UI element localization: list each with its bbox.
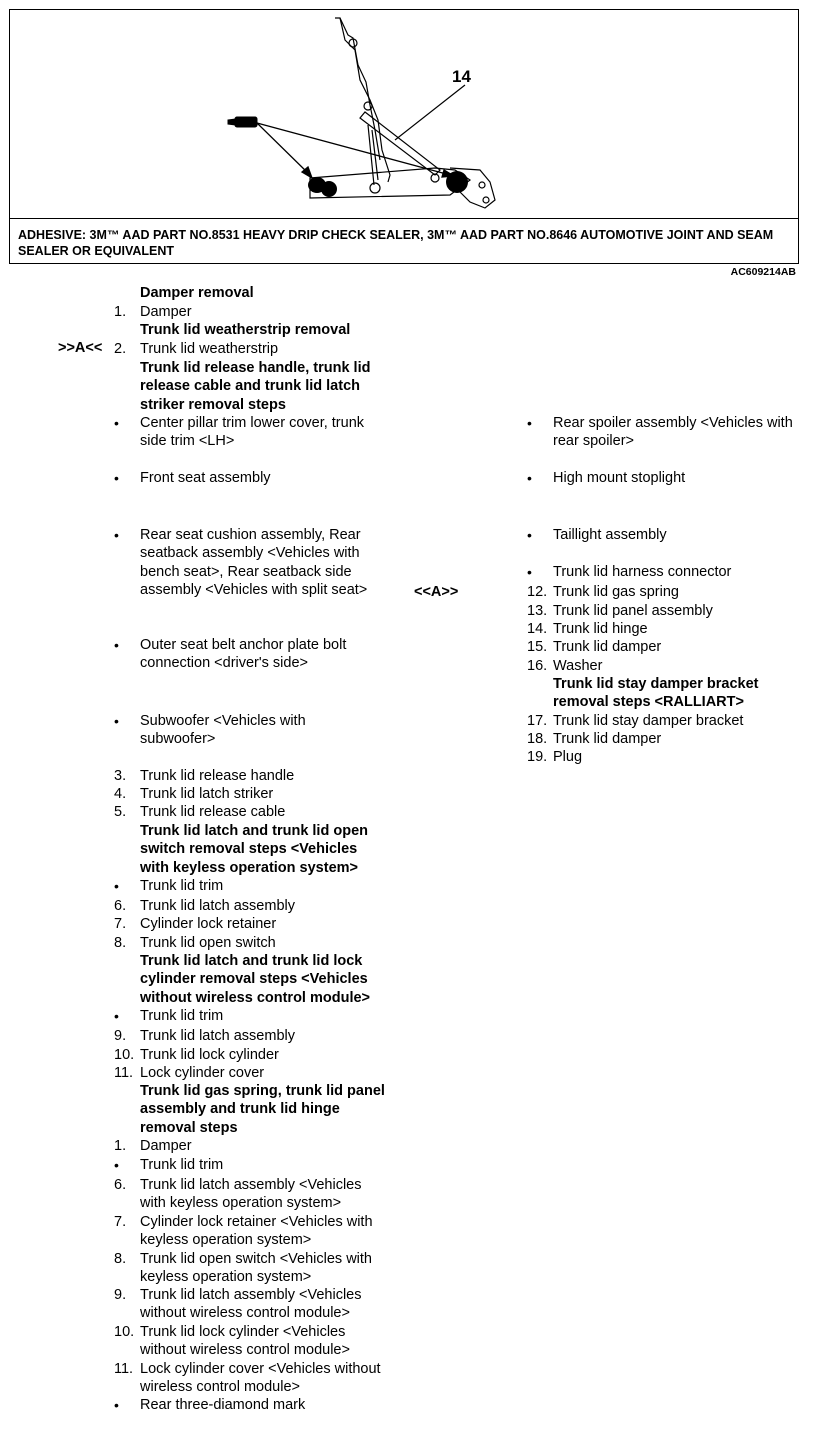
- adhesive-caption: ADHESIVE: 3M™ AAD PART NO.8531 HEAVY DRIP CHECK SEALER, 3M™ AAD PART NO.8646 AUTOMOTIVE JOINT AND SEAM SEALER OR EQUIVALENT: [10, 218, 798, 264]
- bullet-icon: [114, 1396, 119, 1415]
- trunk-lid-hinge-drawing: [10, 10, 800, 218]
- bullet-icon: [114, 636, 119, 655]
- reference-mark-a: <<A>>: [414, 584, 459, 600]
- heading-ralliart-steps: Trunk lid stay damper bracket removal steps <RALLIART>: [553, 676, 759, 711]
- heading-open-switch-steps: Trunk lid latch and trunk lid open switch removal steps <Vehicles with keyless operation system>: [140, 823, 368, 876]
- heading-weatherstrip-removal: Trunk lid weatherstrip removal: [140, 322, 351, 338]
- heading-gas-spring-steps: Trunk lid gas spring, trunk lid panel assembly and trunk lid hinge removal steps: [140, 1083, 385, 1136]
- bullet-icon: [114, 469, 119, 488]
- reference-mark-a: >>A<<: [58, 340, 103, 356]
- bullet-icon: [114, 526, 119, 545]
- bullet-icon: [527, 526, 532, 545]
- heading-release-handle-steps: Trunk lid release handle, trunk lid release cable and trunk lid latch striker removal steps: [140, 360, 371, 413]
- figure-code: AC609214AB: [730, 266, 796, 278]
- bullet-icon: [527, 469, 532, 488]
- bullet-icon: [114, 414, 119, 433]
- heading-damper-removal: Damper removal: [140, 285, 254, 301]
- part-callout-14: 14: [452, 67, 471, 86]
- bullet-icon: [114, 712, 119, 731]
- bullet-icon: [114, 877, 119, 896]
- figure-illustration: [10, 10, 798, 218]
- bullet-icon: [527, 414, 532, 433]
- bullet-icon: [527, 563, 532, 582]
- bullet-icon: [114, 1007, 119, 1026]
- figure-box: [9, 9, 799, 264]
- heading-lock-cylinder-steps: Trunk lid latch and trunk lid lock cylinder removal steps <Vehicles without wireless control module>: [140, 953, 371, 1006]
- bullet-icon: [114, 1156, 119, 1175]
